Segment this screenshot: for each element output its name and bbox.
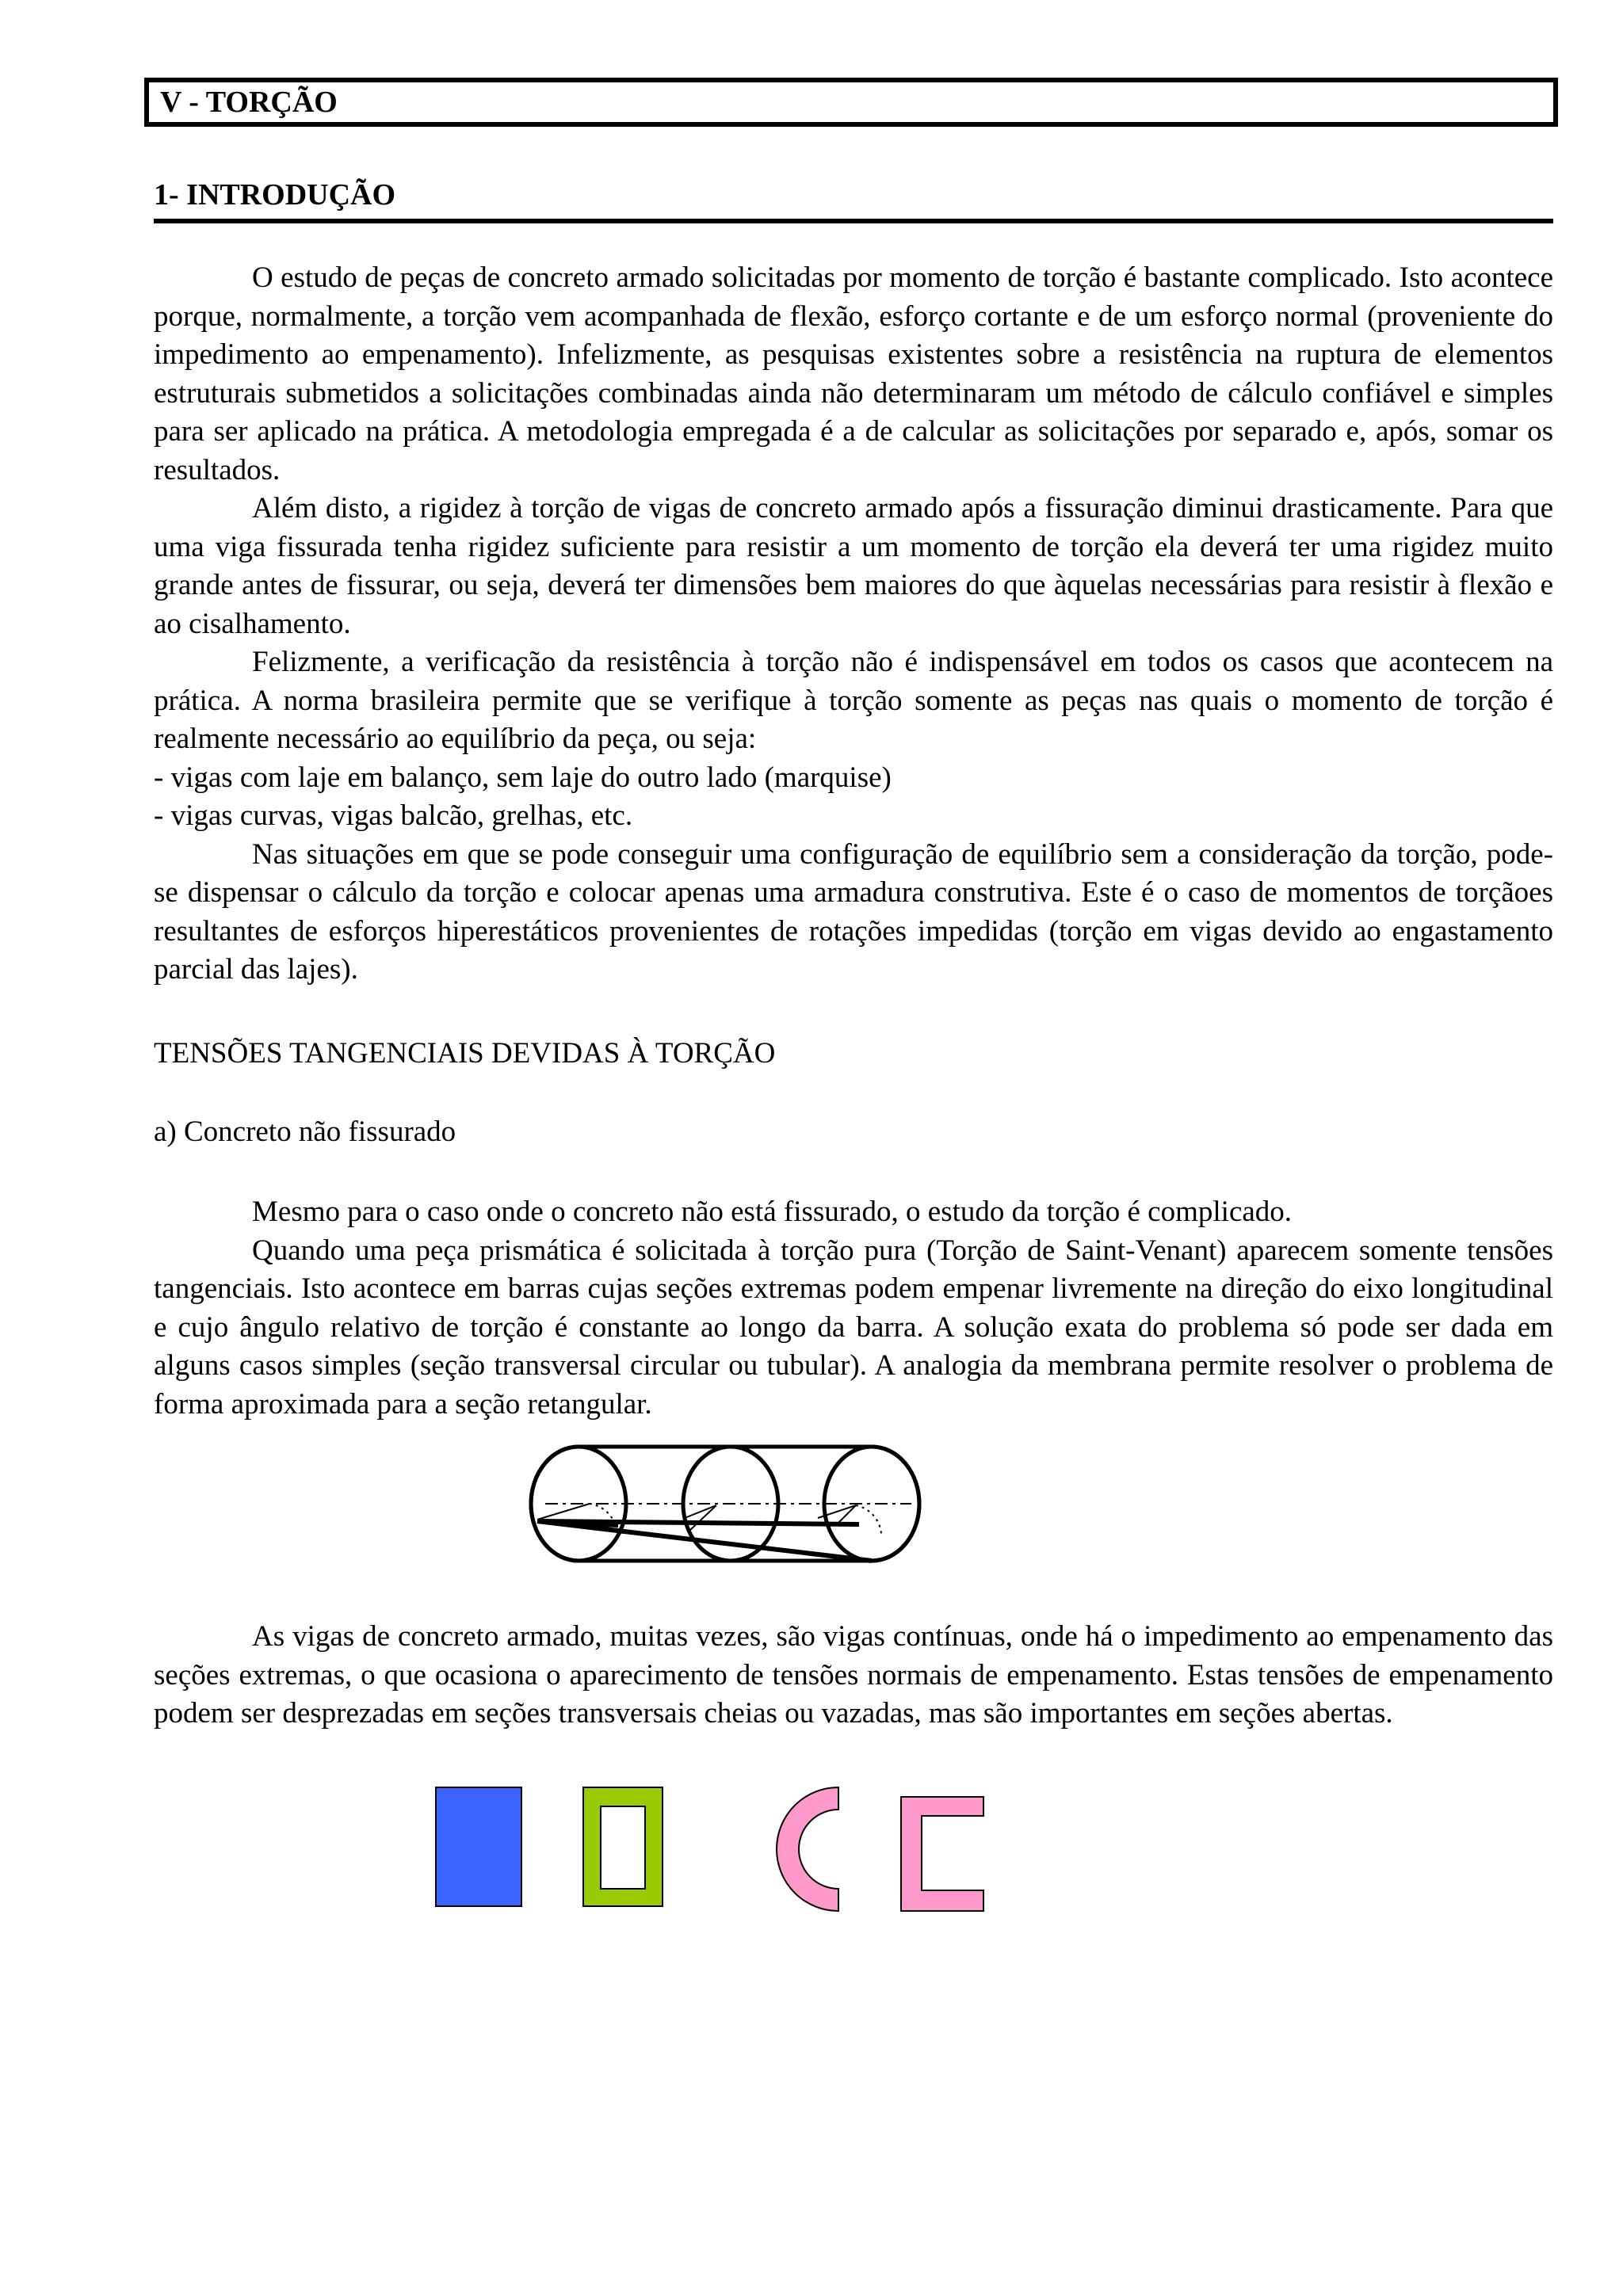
chapter-title: V - TORÇÃO (144, 78, 1558, 127)
sub-a-paragraph-1: Mesmo para o caso onde o concreto não está fissurado, o estudo da torção é complicado. (252, 1196, 1293, 1228)
continuous-text (154, 1618, 1553, 1733)
intro-text (154, 259, 1553, 990)
intro-paragraph-2: Além disto, a rigidez à torção de vigas de concreto armado após a fissuração diminui drasticamente. Para que uma viga fissurada tenha rigidez suficiente para resistir a um momento de torção ela deverá ter uma rigidez muito grande antes de fissurar, ou seja, deverá ter dimensões bem maiores do que àquelas necessárias para resistir à flexão e ao cisalhamento. (154, 492, 1553, 640)
sub-a-paragraph-2: Quando uma peça prismática é solicitada à torção pura (Torção de Saint-Venant) aparecem somente tensões tangenciais. Isto acontece em barras cujas seções extremas podem empenar livremente na direção do eixo longitudinal e cujo ângulo relativo de torção é constante ao longo da barra. A solução exata do problema só pode ser dada em alguns casos simples (seção transversal circular ou tubular). A analogia da membrana permite resolver o problema de forma aproximada para a seção retangular. (154, 1234, 1553, 1421)
hollow-section (583, 1787, 663, 1906)
intro-paragraph-1: O estudo de peças de concreto armado solicitadas por momento de torção é bastante complicado. Isto acontece porque, normalmente, a torção vem acompanhada de flexão, esforço cortante e de um esforço normal (proveniente do impedimento ao empenamento). Infelizmente, as pesquisas existentes sobre a resistência na ruptura de elementos estruturais submetidos a solicitações combinadas ainda não determinaram um método de cálculo confiável e simples para ser aplicado na prática. A metodologia empregada é a de calcular as solicitações por separado e, após, somar os resultados. (154, 261, 1553, 486)
list-item: - vigas com laje em balanço, sem laje do outro lado (marquise) (154, 761, 892, 794)
open-channel-section (901, 1797, 983, 1911)
list-item: - vigas curvas, vigas balcão, grelhas, etc. (154, 799, 633, 832)
intro-paragraph-4: Nas situações em que se pode conseguir uma configuração de equilíbrio sem a consideração da torção, pode-se dispensar o cálculo da torção e colocar apenas uma armadura construtiva. Este é o caso de momentos de torçãoes resultantes de esforços hiperestáticos provenientes de rotações impedidas (torção em vigas devido ao engastamento parcial das lajes). (154, 837, 1553, 986)
solid-section (436, 1787, 521, 1906)
cross-sections-diagram (428, 1783, 999, 1933)
subsection-a-text (154, 1193, 1553, 1424)
torsion-cylinder-diagram (523, 1442, 927, 1569)
intro-paragraph-3: Felizmente, a verificação da resistência à torção não é indispensável em todos os casos que acontecem na prática. A norma brasileira permite que se verifique à torção somente as peças nas quais o momento de torção é realmente necessário ao equilíbrio da peça, ou seja: (154, 646, 1553, 755)
generatrix-line (537, 1521, 872, 1561)
tensoes-heading: TENSÕES TANGENCIAIS DEVIDAS À TORÇÃO (154, 1037, 776, 1070)
continuous-paragraph: As vigas de concreto armado, muitas vezes, são vigas contínuas, onde há o impedimento ao empenamento das seções extremas, o que ocasiona o aparecimento de tensões normais de empenamento. Estas tensões de empenamento podem ser desprezadas em seções transversais cheias ou vazadas, mas são importantes em seções abertas. (154, 1620, 1553, 1730)
subsection-a-heading: a) Concreto não fissurado (154, 1116, 456, 1148)
section-heading: 1- INTRODUÇÃO (154, 176, 1553, 223)
open-curved-section (777, 1787, 838, 1911)
